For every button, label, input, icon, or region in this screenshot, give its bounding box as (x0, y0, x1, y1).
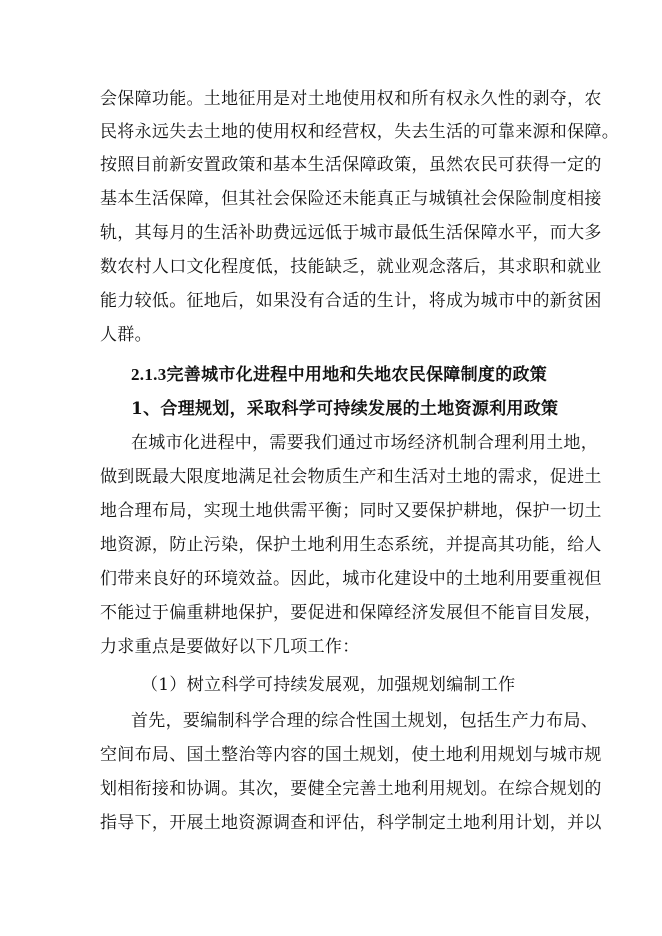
paragraph-3-line: 空间布局、国土整治等内容的国土规划，使土地利用规划与城市规 (100, 745, 602, 765)
paragraph-3-line: 划相衔接和协调。其次，要健全完善土地利用规划。在综合规划的 (100, 779, 602, 799)
paragraph-1-line: 基本生活保障，但其社会保险还未能真正与城镇社会保险制度相接 (100, 189, 602, 209)
paragraph-1-line: 数农村人口文化程度低，技能缺乏，就业观念落后，其求职和就业 (100, 257, 602, 277)
paragraph-2-line: 力求重点是要做好以下几项工作： (100, 637, 360, 657)
paragraph-3-line: 首先，要编制科学合理的综合性国土规划，包括生产力布局、 (131, 711, 599, 731)
paragraph-3-line: 指导下，开展土地资源调查和评估，科学制定土地利用计划，并以 (100, 813, 602, 833)
paragraph-1-line: 按照目前新安置政策和基本生活保障政策，虽然农民可获得一定的 (100, 155, 602, 175)
paragraph-1-line: 民将永远失去土地的使用权和经营权，失去生活的可靠来源和保障。 (100, 122, 619, 142)
item-1-heading: （1）树立科学可持续发展观，加强规划编制工作 (141, 675, 516, 695)
subheading-1: 1、合理规划，采取科学可持续发展的土地资源利用政策 (131, 399, 559, 419)
paragraph-1-line: 人群。 (100, 325, 152, 345)
paragraph-1-line: 轨，其每月的生活补助费远远低于城市最低生活保障水平，而大多 (100, 223, 602, 243)
paragraph-2-line: 地资源，防止污染，保护土地利用生态系统，并提高其功能，给人 (100, 535, 602, 555)
section-heading (131, 364, 601, 386)
paragraph-2-line: 地合理布局，实现土地供需平衡；同时又要保护耕地，保护一切土 (100, 501, 602, 521)
section-title: 完善城市化进程中用地和失地农民保障制度的政策 (166, 365, 548, 385)
paragraph-1-line: 会保障功能。土地征用是对土地使用权和所有权永久性的剥夺，农 (100, 89, 602, 109)
section-number: 2.1.3 (131, 365, 167, 384)
paragraph-1-line: 能力较低。征地后，如果没有合适的生计，将成为城市中的新贫困 (100, 291, 602, 311)
paragraph-2-line: 做到既最大限度地满足社会物质生产和生活对土地的需求，促进土 (100, 467, 602, 487)
paragraph-2-line: 在城市化进程中，需要我们通过市场经济机制合理利用土地， (131, 433, 599, 453)
paragraph-2-line: 不能过于偏重耕地保护，要促进和保障经济发展但不能盲目发展， (100, 603, 602, 623)
paragraph-2-line: 们带来良好的环境效益。因此，城市化建设中的土地利用要重视但 (100, 569, 602, 589)
